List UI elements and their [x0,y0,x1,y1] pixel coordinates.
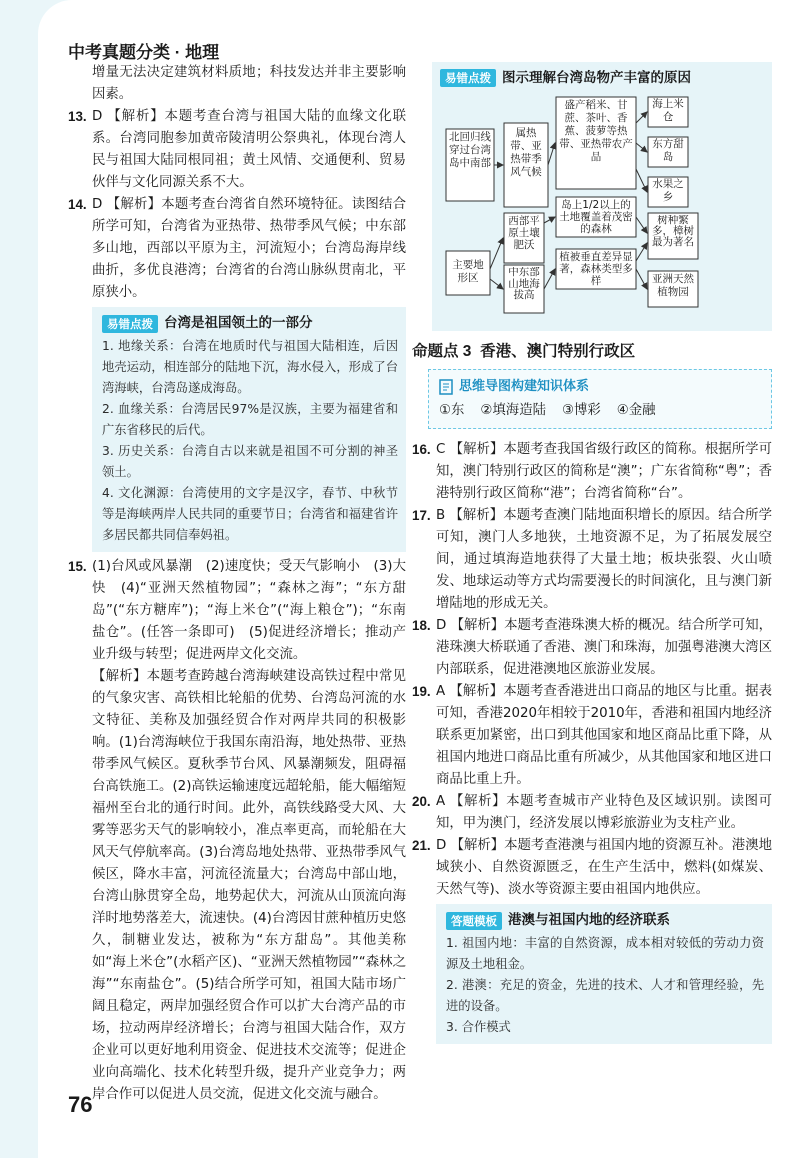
label-forest: 岛上1/2以上的土地覆盖着茂密的森林 [559,199,633,235]
answer-text: A 【解析】本题考查香港进出口商品的地区与比重。据表可知，香港2020年相较于2010年，香港和祖国内地经济联系更加紧密，出口到其他国家和地区商品比重下降，从祖国内地进口商品比重有所减少，从其他国家和地区进口商品比重上升。 [436,684,772,787]
answer-16 [412,439,772,505]
flow-header [440,67,764,89]
answer-text: D 【解析】本题考查港澳与祖国内地的资源互补。港澳地域狭小、自然资源匮乏，在生产生活中，燃料(如煤炭、天然气等)、淡水等资源主要由祖国内地供应。 [436,838,772,897]
answer-continuation: 增量无法决定建筑材料质地；科技发达并非主要影响因素。 [92,65,406,102]
mindmap-answer: ①东 [439,403,465,418]
mindmap-answer: ④金融 [616,403,656,418]
running-header: 中考真题分类 · 地理 [68,43,220,62]
label-tropic: 北回归线穿过台湾岛中南部 [449,131,491,169]
question-number: 21. [412,838,431,853]
answer-14 [68,194,406,304]
flow-diagram-box [432,62,772,331]
section-heading [412,341,772,363]
flow-title: 图示理解台湾岛物产丰富的原因 [502,70,691,86]
label-fruit: 水果之乡 [652,178,684,203]
question-number: 15. [68,559,87,574]
question-number: 19. [412,684,431,699]
tip-box-header [102,313,398,334]
answer-text: C 【解析】本题考查我国省级行政区的简称。根据所学可知，澳门特别行政区的简称是“澳”；广东省简称“粤”；香港特别行政区简称“港”；台湾省简称“台”。 [436,442,772,501]
tip-badge: 易错点拨 [102,315,158,333]
page-number: 76 [68,1092,93,1117]
left-column [68,62,420,1106]
section-title: 香港、澳门特别行政区 [480,343,636,360]
answer-text: D 【解析】本题考查台湾与祖国大陆的血缘文化联系。台湾同胞参加黄帝陵清明公祭典礼，体现台湾人民与祖国大陆同根同祖；黄土风情、交通便利、贸易伙伴与文化同源关系不大。 [92,109,406,190]
label-botanical: 亚洲天然植物园 [652,273,694,298]
answer-text: D 【解析】本题考查台湾省自然环境特征。读图结合所学可知，台湾省为亚热带、热带季风气候；中东部多山地，西部以平原为主，河流短小；台湾岛海岸线曲折，多优良港湾；台湾省的台湾山脉纵贯南北，平原狭小。 [92,197,406,300]
template-box-hkmacau [436,904,772,1044]
answer-text: D 【解析】本题考查港珠澳大桥的概况。结合所学可知，港珠澳大桥联通了香港、澳门和珠海，加强粤港澳大湾区内部联系，促进港澳地区旅游业发展。 [436,618,772,677]
template-item: 2. 港澳：充足的资金，先进的技术、人才和管理经验，先进的设备。 [446,978,764,1013]
template-item: 1. 祖国内地：丰富的自然资源，成本相对较低的劳动力资源及土地租金。 [446,936,764,971]
question-number: 16. [412,442,431,457]
answer-18 [412,615,772,681]
answer-text: B 【解析】本题考查澳门陆地面积增长的原因。结合所学可知，澳门人多地狭，土地资源不足，为了拓展发展空间，通过填海造地获得了大量土地；板块张裂、火山喷发、地球运动等方式均需要漫长的时间演化，且与澳门新增陆地的形成无关。 [436,508,772,611]
label-climate: 属热带、亚热带季风气候 [510,127,542,178]
question-number: 18. [412,618,431,633]
mindmap-box [428,369,772,429]
mindmap-header [439,376,761,398]
answer-17 [412,505,772,615]
label-trees: 树种繁多，樟树最为著名 [652,215,694,248]
tip-item: 4. 文化渊源：台湾使用的文字是汉字，春节、中秋节等是海峡两岸人民共同的重要节日；台湾省和福建省许多居民都共同信奉妈祖。 [102,486,398,542]
template-badge: 答题模板 [446,912,502,930]
taiwan-products-diagram [440,93,770,315]
label-sugar: 东方甜岛 [652,138,684,163]
answer-15 [68,556,420,666]
tip-item: 3. 历史关系：台湾自古以来就是祖国不可分割的神圣领土。 [102,444,398,479]
label-crops: 盛产稻米、甘蔗、茶叶、香蕉、菠萝等热带、亚热带农产品 [559,99,633,163]
question-number: 13. [68,109,87,124]
mindmap-answer: ②填海造陆 [480,403,546,418]
mindmap-title: 思维导图构建知识体系 [459,379,590,394]
answer-text: A 【解析】本题考查城市产业特色及区域识别。读图可知，甲为澳门，经济发展以博彩旅游业为支柱产业。 [436,794,772,831]
answer-text: (1)台风或风暴潮 (2)速度快；受天气影响小 (3)大 快 (4)“亚洲天然植物园”；“森林之海”；“东方甜岛”(“东方糖库”)；“海上米仓”(“海上粮仓”)；“东南盐仓”。(任答一条即可) (5)促进经济增长；推动产业升级与转型；促进两岸文化交流。 [92,559,420,662]
label-terrain: 主要地形区 [452,259,484,284]
tip-item: 2. 血缘关系：台湾居民97%是汉族，主要为福建省和广东省移民的后代。 [102,402,398,437]
label-east-mountain: 中东部山地海拔高 [508,267,540,301]
mindmap-answers [439,400,761,422]
mindmap-answer: ③博彩 [561,403,601,418]
tip-title: 台湾是祖国领土的一部分 [164,315,313,331]
answer-20 [412,791,772,835]
tip-box-taiwan [92,307,406,552]
label-vegetation: 植被垂直差异显著，森林类型多样 [559,251,633,287]
notebook-icon [439,379,453,395]
template-item: 3. 合作模式 [446,1020,511,1034]
analysis-15: 【解析】本题考查跨越台湾海峡建设高铁过程中常见的气象灾害、高铁相比轮船的优势、台湾岛河流的水文特征、美称及加强经贸合作对两岸共同的积极影响。(1)台湾海峡位于我国东南沿海，地处热带、亚热带季风气候区。夏秋季节台风、风暴潮频发，阻碍福台高铁施工。(2)高铁运输速度远超轮船，能大幅缩短福州至台北的通行时间。此外，高铁线路受大风、大雾等恶劣天气的影响较小，准点率更高，而轮船在大风天气停航率高。(3)台湾岛地处热带、亚热带季风气候区，降水丰富，河流径流量大；台湾岛中部山地，台湾山脉贯穿全岛，地势起伏大，河流从山顶流向海洋时地势落差大，流速快。(4)台湾因甘蔗种植历史悠久，制糖业发达，被称为“东方甜岛”。其他美称如“海上米仓”(水稻产区)、“亚洲天然植物园”“森林之海”“东南盐仓”。(5)结合所学可知，祖国大陆市场广阔且稳定，两岸加强经贸合作可以扩大台湾产品的市场，拉动两岸经济增长；台湾与祖国大陆合作，双方企业可以更好地利用资金、促进技术交流等；促进企业向高端化、技术化转型升级，提升产业竞争力；两岸合作可以促进人员交流，促进文化交流与融合。 [92,669,406,1102]
question-number: 14. [68,197,87,212]
right-column [412,62,772,1048]
answer-13 [68,106,406,194]
section-label: 命题点 3 [412,343,472,360]
question-number: 17. [412,508,431,523]
template-header [446,910,764,931]
template-title: 港澳与祖国内地的经济联系 [508,912,670,928]
label-rice: 海上米仓 [652,98,684,123]
answer-19 [412,681,772,791]
question-number: 20. [412,794,431,809]
flow-badge: 易错点拨 [440,69,496,87]
label-west-plain: 西部平原土壤肥沃 [508,215,540,251]
tip-item: 1. 地缘关系：台湾在地质时代与祖国大陆相连，后因地壳运动，相连部分的陆地下沉，海水侵入，形成了台湾海峡，台湾岛遂成海岛。 [102,339,398,395]
answer-21 [412,835,772,901]
